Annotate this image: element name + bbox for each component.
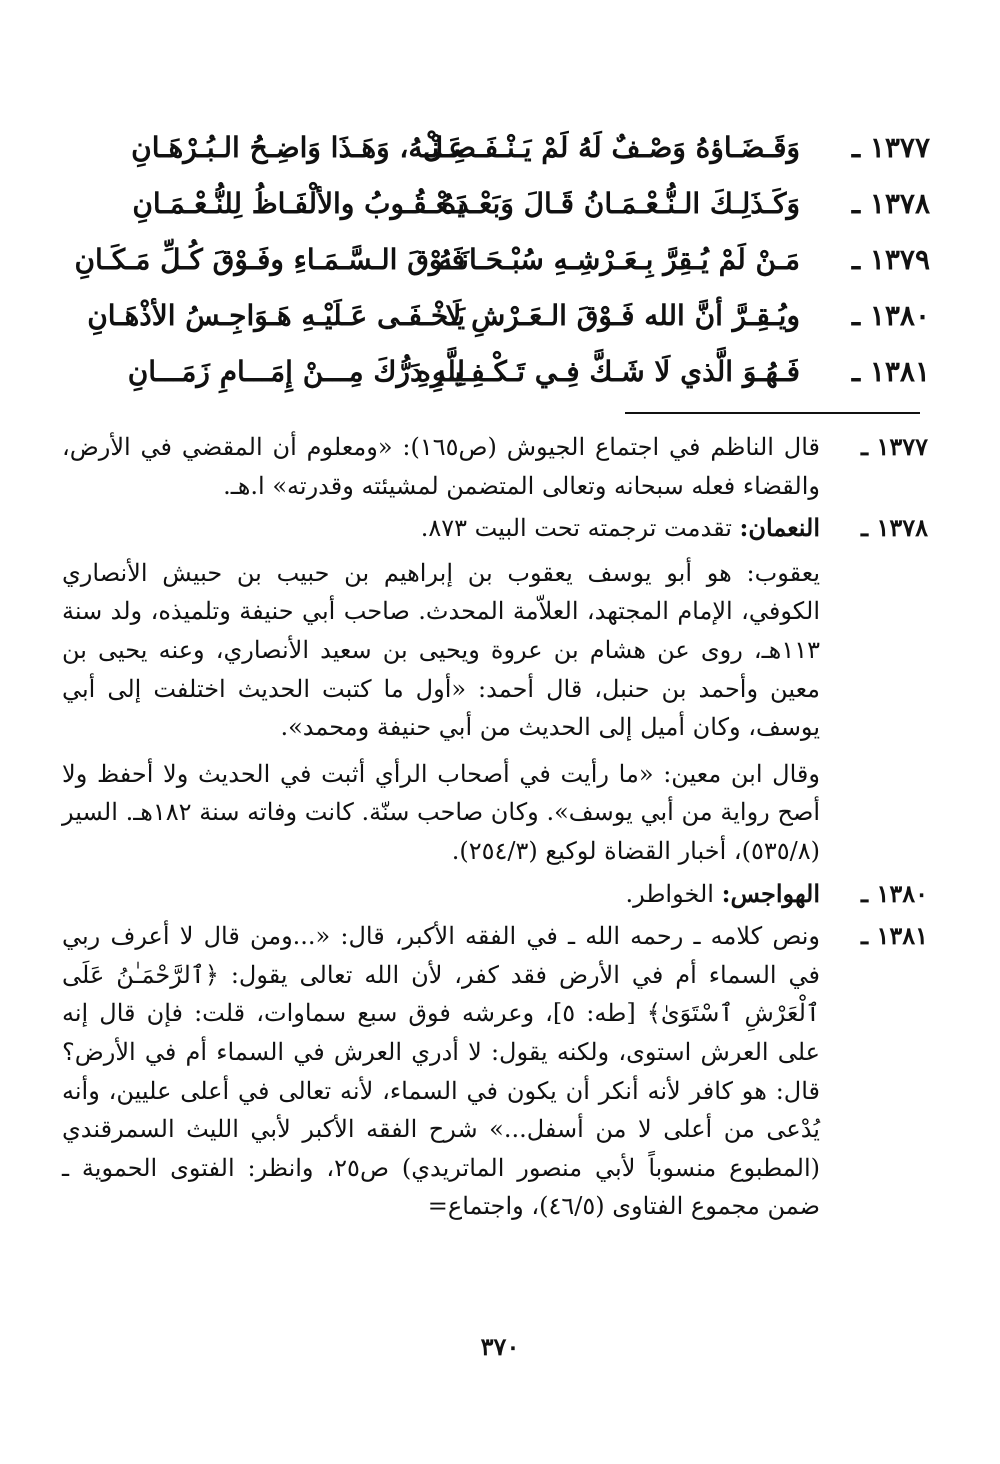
footnotes: [62, 428, 928, 1226]
verse-first-hemistich: ويُـقِـرَّ أنَّ الله فَـوْقَ الـعَـرْشِ لَا: [445, 299, 800, 332]
verse-line: [60, 176, 930, 232]
verse-number: ١٣٨١ ـ: [851, 355, 930, 388]
page-number: ٣٧٠: [480, 1332, 520, 1361]
verse-first-hemistich: مَـنْ لَمْ يُـقِرَّ بِـعَـرْشِـهِ سُبْـحَـانَـهُ: [437, 243, 800, 276]
footnote-text: قال الناظم في اجتماع الجيوش (ص١٦٥): «ومعلوم أن المقضي في الأرض، والقضاء فعله سبحانه وتعالى المتضمن لمشيئته وقدرته» ا.هـ.: [62, 433, 820, 500]
footnote-number: ١٣٧٧ ـ: [861, 432, 928, 461]
biography-term: يعقوب:: [746, 558, 820, 587]
footnote-1380: [62, 875, 928, 914]
yaqub-biography-continued: وقال ابن معين: «ما رأيت في أصحاب الرأي أثبت في الحديث ولا أحفظ ولا أصح رواية من أبي يوسف». وكان صاحب سنّة. كانت وفاته سنة ١٨٢هـ. السير (٥٣٥/٨)، أخبار القضاة لوكيع (٢٥٤/٣).: [62, 759, 820, 865]
footnote-term: الهواجس:: [721, 878, 820, 908]
footnote-text: الخواطر.: [625, 879, 722, 908]
verse-first-hemistich: وَكَـذَلِـكَ الـنُّـعْـمَـانُ قَـالَ وَبَعْـدَهُ: [441, 187, 800, 220]
verse-second-hemistich: عَـنْـهُ، وَهَـذَا وَاضِـحُ الـبُـرْهَـانِ: [131, 131, 465, 164]
footnote-number: ١٣٨٠ ـ: [861, 878, 928, 908]
yaqub-biography: [62, 554, 928, 747]
verse-line: [60, 232, 930, 288]
verse-second-hemistich: يَـعْـقُـوبُ والألْفَـاظُ لِلنُّـعْـمَـانِ: [132, 187, 465, 220]
verse-second-hemistich: يَـخْـفَـى عَـلَيْـهِ هَـوَاجِـسُ الأذْهَـانِ: [87, 299, 465, 332]
footnote-term: النعمان:: [739, 513, 820, 543]
footnote-1378: [62, 509, 928, 548]
poem-verses: [60, 120, 930, 400]
footnote-1377: [62, 428, 928, 505]
verse-number: ١٣٧٨ ـ: [851, 187, 930, 220]
biography-text: هو أبو يوسف يعقوب بن إبراهيم بن حبيب بن حبيش الأنصاري الكوفي، الإمام المجتهد، العلاّمة المحدث. صاحب أبي حنيفة وتلميذه، ولد سنة ١١٣هـ، روى عن هشام بن عروة ويحيى بن سعيد الأنصاري، وعنه يحيى بن معين وأحمد بن حنبل، قال أحمد: «أول ما كتبت الحديث اختلفت إلى أبي يوسف، وكان أميل إلى الحديث من أبي حنيفة ومحمد».: [62, 558, 820, 742]
verse-second-hemistich: فَـوْقَ الـسَّـمَـاءِ وفَـوْقَ كُـلِّ مَـكَـانِ: [74, 243, 465, 276]
footnote-separator: [625, 412, 920, 414]
verse-line: [60, 288, 930, 344]
footnote-text: تقدمت ترجمته تحت البيت ٨٧٣.: [420, 514, 740, 543]
verse-number: ١٣٧٩ ـ: [851, 243, 930, 276]
verse-line: [60, 344, 930, 400]
verse-number: ١٣٧٧ ـ: [851, 131, 930, 164]
verse-number: ١٣٨٠ ـ: [851, 299, 930, 332]
verse-line: [60, 120, 930, 176]
verse-second-hemistich: لِلَّهِ دَرُّكَ مِـــنْ إِمَـــامِ زَمَـــانِ: [127, 355, 465, 388]
footnote-text: ونص كلامه ـ رحمه الله ـ في الفقه الأكبر، قال: «...ومن قال لا أعرف ربي في السماء أم في الأرض فقد كفر، لأن الله تعالى يقول: ﴿ٱلرَّحْمَـٰنُ عَلَى ٱلْعَرْشِ ٱسْتَوَىٰ﴾ [طه: ٥]، وعرشه فوق سبع سماوات، قلت: فإن قال إنه على العرش استوى، ولكنه يقول: لا أدري العرش في السماء أم في الأرض؟ قال: هو كافر لأنه أنكر أن يكون في السماء، لأنه تعالى في أعلى عليين، وأنه يُدْعى من أعلى لا من أسفل...» شرح الفقه الأكبر لأبي الليث السمرقندي (المطبوع منسوباً لأبي منصور الماتريدي) ص٢٥، وانظر: الفتوى الحموية ـ ضمن مجموع الفتاوى (٤٦/٥)، واجتماع=: [62, 922, 820, 1221]
verse-first-hemistich: وَقَـضَـاؤهُ وَصْـفٌ لَهُ لَمْ يَـنْـفَـصِـلْ: [422, 131, 800, 164]
footnote-number: ١٣٧٨ ـ: [861, 513, 928, 543]
verse-first-hemistich: فَـهُـوَ الَّذي لَا شَـكَّ فِـي تَـكْـفِـيـرِهِ: [416, 355, 800, 388]
footnote-number: ١٣٨١ ـ: [861, 921, 928, 951]
footnote-1381: [62, 917, 928, 1226]
